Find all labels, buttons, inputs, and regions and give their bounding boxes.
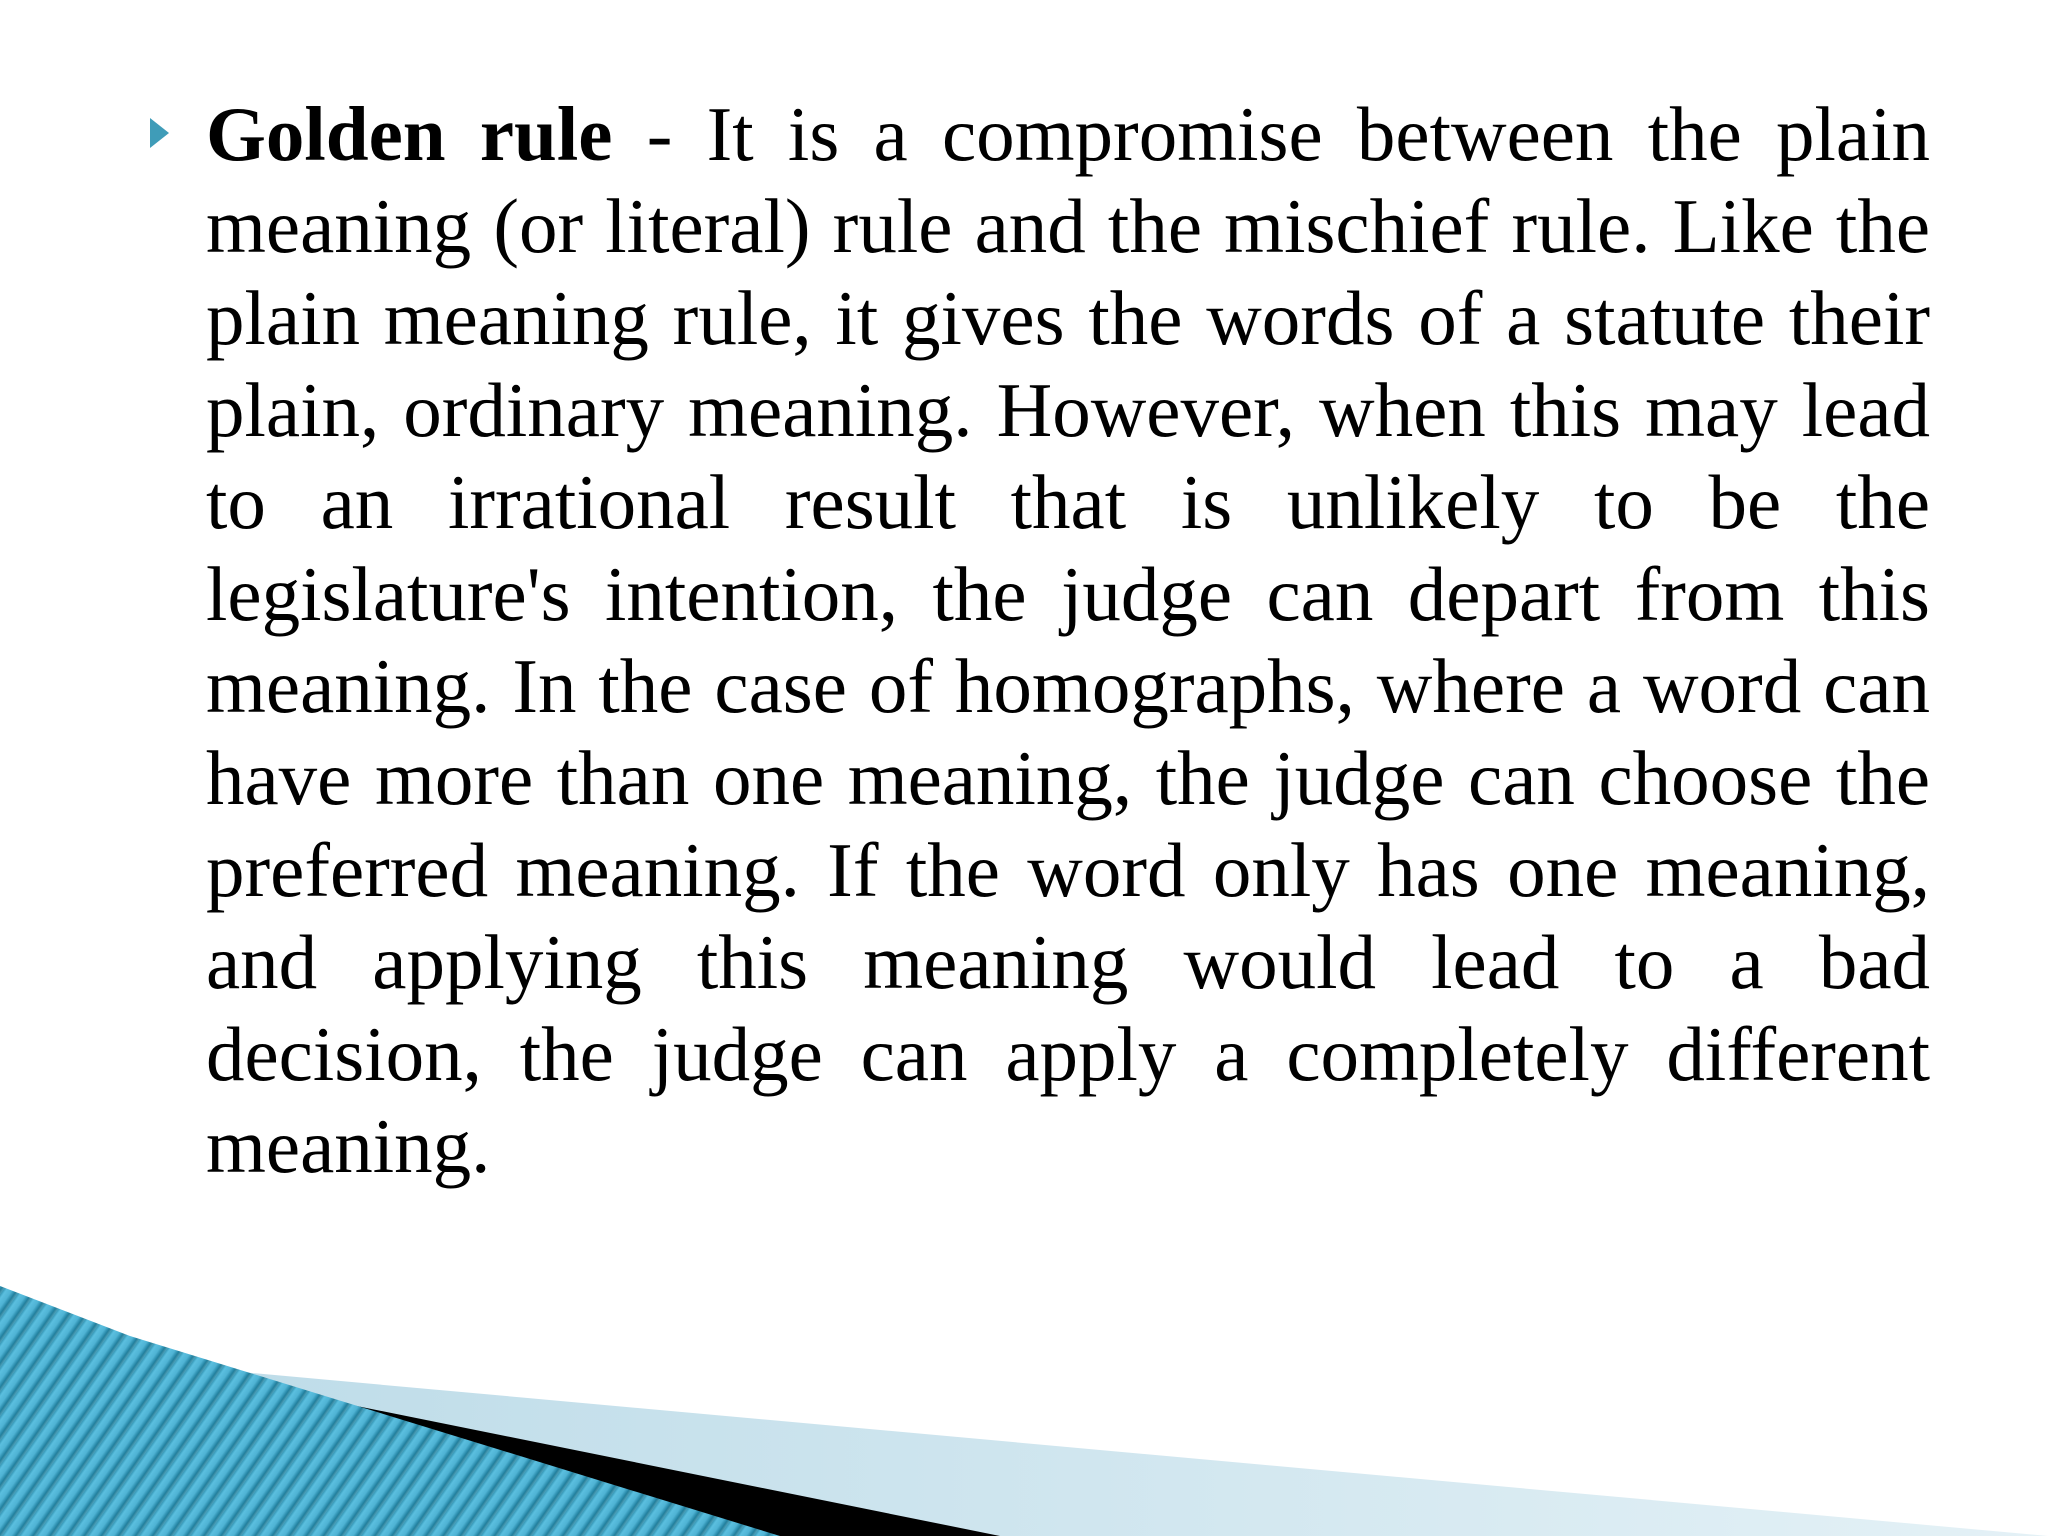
bullet-text — [206, 88, 1930, 1192]
bullet-term: Golden rule — [206, 91, 613, 177]
bullet-body: - It is a compromise between the plain meaning (or literal) rule and the mischief rule. Like the plain meaning rule, it gives the words of a statute their plain, ordinary meaning. However, when this may lead to an irrational result that is unlikely to be the legislature's intention, the judge can depart from this meaning. In the case of homographs, where a word can have more than one meaning, the judge can choose the preferred meaning. If the word only has one meaning, and applying this meaning would lead to a bad decision, the judge can apply a completely different meaning. — [206, 91, 1930, 1189]
footer-swoosh-decoration — [0, 1266, 2048, 1536]
triangle-bullet-icon — [150, 118, 169, 148]
